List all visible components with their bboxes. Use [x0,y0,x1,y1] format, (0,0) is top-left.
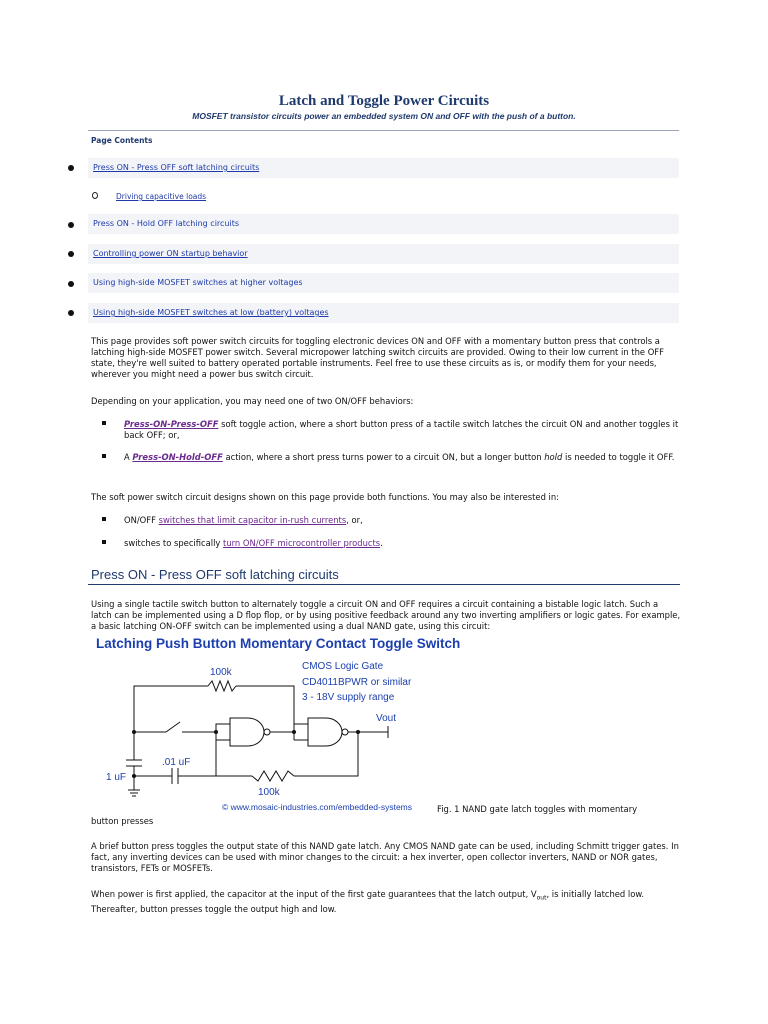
resistor-label: 100k [210,667,232,678]
toc-link-press-on-hold-off[interactable]: Press ON - Hold OFF latching circuits [93,219,240,228]
intro-paragraph-2: Depending on your application, you may need one of two ON/OFF behaviors: [91,396,414,406]
circle-bullet-icon [92,192,98,199]
vout-label: Vout [376,713,397,724]
behavior-item-2: A Press-ON-Hold-OFF action, where a short press turns power to a circuit ON, but a longer button hold is needed to toggle it OFF. [124,452,675,462]
bullet-icon [68,251,74,257]
intro-paragraph: This page provides soft power switch circuits for toggling electronic devices ON and OFF with a momentary button press that controls a latching high-side MOSFET power switch. Several micropower latching switch circuits are provided. Owing to their low current in the OFF state, they're well suited to battery operated portable instruments. Feel free to use these circuits as is, or modify them for your needs, wherever you might need a power bus switch circuit. [91,336,664,379]
toc-link-low-voltages[interactable]: Using high-side MOSFET switches at low (battery) voltages [93,308,329,317]
toc-item[interactable] [88,244,679,264]
toc-item[interactable] [88,158,679,178]
contents-label: Page Contents [91,136,153,145]
microcontroller-link[interactable]: turn ON/OFF microcontroller products [223,538,381,548]
bullet-icon [68,222,74,228]
toc-link-startup-behavior[interactable]: Controlling power ON startup behavior [93,249,248,258]
nand-latch-schematic [96,652,426,817]
schematic-note: 3 - 18V supply range [302,692,395,703]
square-bullet-icon [102,540,106,544]
divider [88,584,680,585]
figure-title: Latching Push Button Momentary Contact Toggle Switch [96,636,461,651]
page-title: Latch and Toggle Power Circuits [278,93,490,109]
square-bullet-icon [102,454,106,458]
toc-link-capacitive-loads[interactable]: Driving capacitive loads [116,192,207,201]
capacitor-label: 1 uF [106,772,127,783]
schematic-note: CD4011BPWR or similar [302,677,412,688]
divider [88,130,679,131]
section-heading: Press ON - Press OFF soft latching circuits [91,567,339,582]
toc-item[interactable] [88,214,679,234]
inrush-switches-link[interactable]: switches that limit capacitor in-rush currents [158,515,347,525]
figure-caption-continued: button presses [91,816,154,826]
toc-link-higher-voltages[interactable]: Using high-side MOSFET switches at higher voltages [93,278,303,287]
resistor-label: 100k [258,787,280,798]
bullet-icon [68,165,74,171]
section-paragraph-3: When power is first applied, the capacitor at the input of the first gate guarantees that the latch output, $V_{out}$, is initially latched low. Thereafter, button presses toggle the output high and low. [91,889,645,914]
square-bullet-icon [102,517,106,521]
press-on-press-off-link[interactable]: Press-ON-Press-OFF [124,419,219,429]
bullet-icon [68,281,74,287]
press-on-hold-off-link[interactable]: Press-ON-Hold-OFF [132,452,223,462]
toc-item[interactable] [88,273,679,293]
toc-item[interactable] [88,303,679,323]
interest-item-1: ON/OFF switches that limit capacitor in-rush currents, or, [124,515,363,525]
section-paragraph: Using a single tactile switch button to alternately toggle a circuit ON and OFF requires a circuit containing a bistable logic latch. Such a latch can be implemented using a D flop flop, or by using positive feedback around any two inverting amplifiers or logic gates. For example, a basic latching ON-OFF switch can be implemented using a dual NAND gate, using this circuit: [91,599,681,631]
interest-item-2: switches to specifically turn ON/OFF microcontroller products. [124,538,383,548]
toc-link-press-on-press-off[interactable]: Press ON - Press OFF soft latching circuits [93,163,260,172]
page-subtitle: MOSFET transistor circuits power an embedded system ON and OFF with the push of a button. [192,111,576,121]
credit-text: © www.mosaic-industries.com/embedded-systems [222,802,413,812]
section-paragraph-2: A brief button press toggles the output state of this NAND gate latch. Any CMOS NAND gate can be used, including Schmitt trigger gates. In fact, any inverting devices can be used with minor changes to the circuit: a hex inverter, open collector inverters, NAND or NOR gates, transistors, FETs or MOSFETs. [91,841,679,873]
behavior-item-1: Press-ON-Press-OFF soft toggle action, where a short button press of a tactile switch latches the circuit ON and another toggles it back OFF; or, [124,419,679,440]
capacitor-label: .01 uF [162,757,191,768]
bullet-icon [68,310,74,316]
figure-caption: Fig. 1 NAND gate latch toggles with momentary [437,804,638,814]
square-bullet-icon [102,421,106,425]
interest-paragraph: The soft power switch circuit designs shown on this page provide both functions. You may also be interested in: [91,492,560,502]
schematic-note: CMOS Logic Gate [302,661,384,672]
